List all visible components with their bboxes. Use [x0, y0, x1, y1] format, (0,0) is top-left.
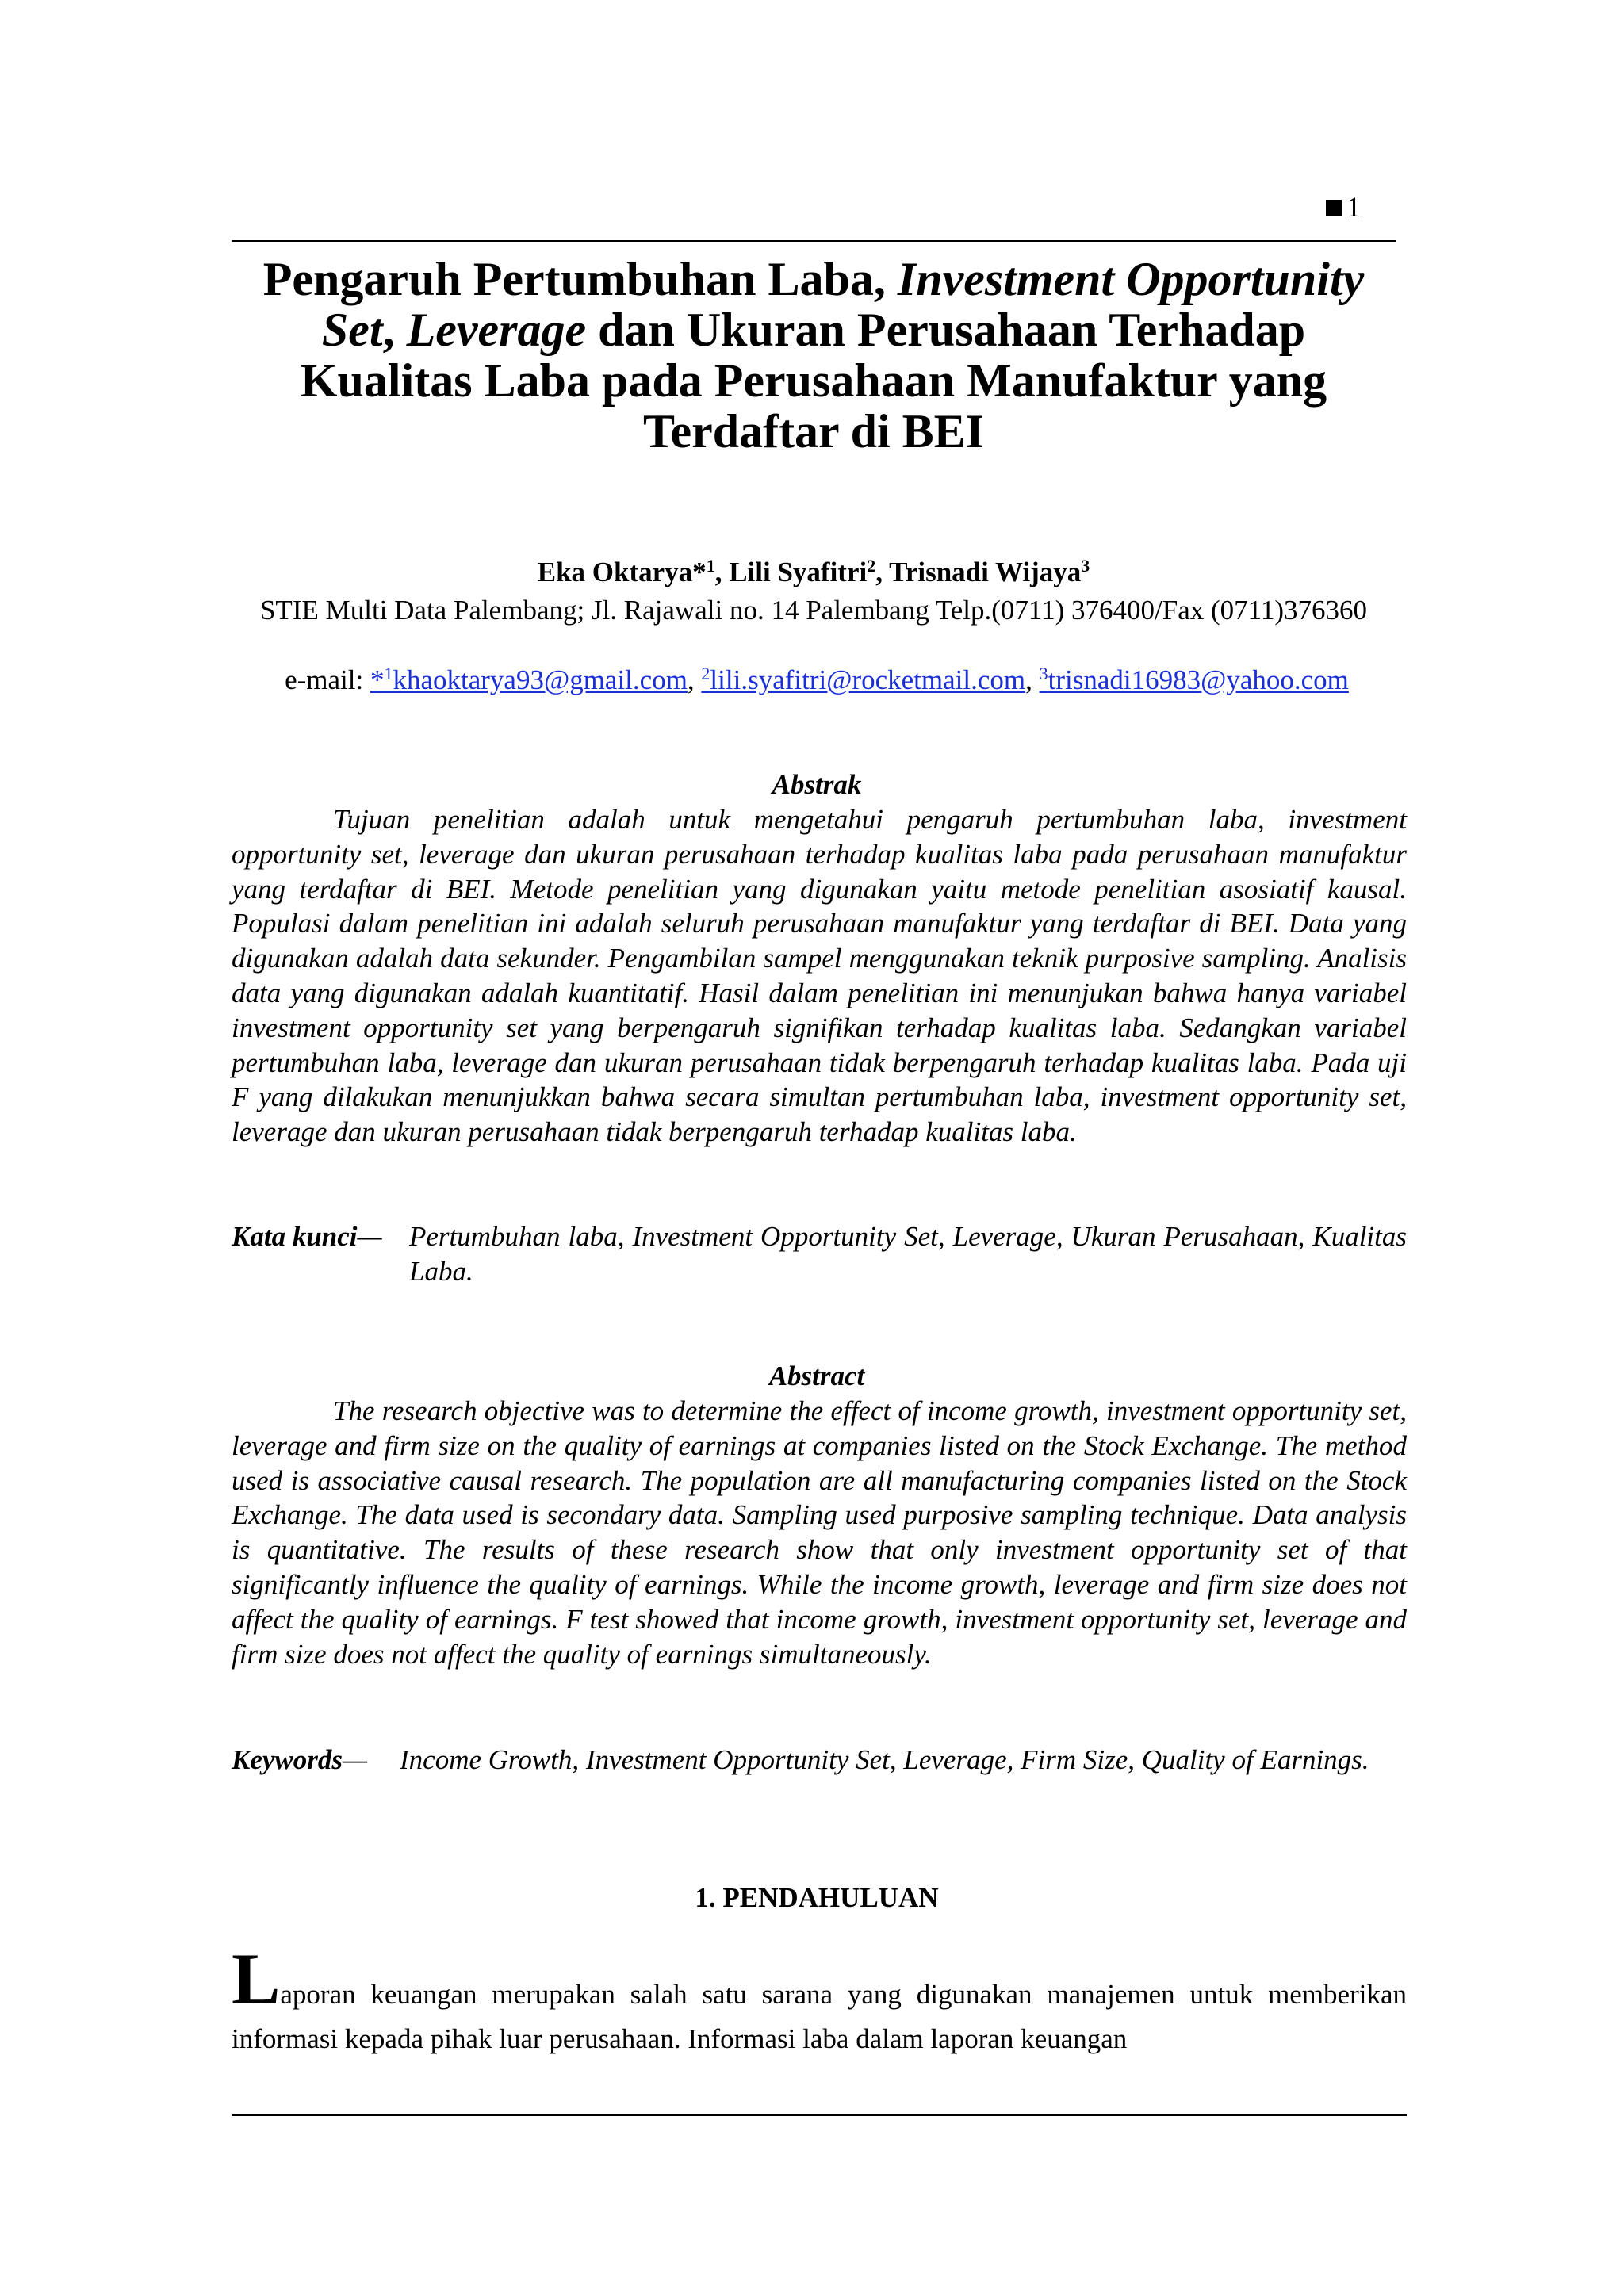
email-link-2[interactable]: $^2$lili.syafitri@rocketmail.com	[701, 664, 1026, 695]
section-heading: 1. PENDAHULUAN	[695, 1882, 939, 1913]
drop-cap: L	[232, 1938, 281, 2019]
page-number: 1	[1326, 189, 1361, 225]
email-link-1[interactable]: *$^1$khaoktarya93@gmail.com	[370, 664, 688, 695]
abstrak-text: Tujuan penelitian adalah untuk mengetahui pengaruh pertumbuhan laba, investment opportunity set, leverage dan ukuran perusahaan terhadap kualitas laba pada perusahaan manufaktur yang terdaftar di BEI. Metode penelitian yang digunakan yaitu metode penelitian asosiatif kausal. Populasi dalam penelitian ini adalah seluruh perusahaan manufaktur yang terdaftar di BEI. Data yang digunakan adalah data sekunder. Pengambilan sampel menggunakan teknik purposive sampling. Analisis data yang digunakan adalah kuantitatif. Hasil dalam penelitian ini menunjukan bahwa hanya variabel investment opportunity set yang berpengaruh signifikan terhadap kualitas laba. Sedangkan variabel pertumbuhan laba, leverage dan ukuran perusahaan tidak berpengaruh terhadap kualitas laba. Pada uji F yang dilakukan menunjukkan bahwa secara simultan pertumbuhan laba, investment opportunity set, leverage dan ukuran perusahaan tidak berpengaruh terhadap kualitas laba.	[232, 804, 1407, 1148]
keywords-text: Income Growth, Investment Opportunity Set, Leverage, Firm Size, Quality of Earnings.	[400, 1744, 1369, 1775]
author-name: Trisnadi Wijaya	[889, 557, 1082, 587]
keywords: Keywords— Income Growth, Investment Opportunity Set, Leverage, Firm Size, Quality of Earnings.	[232, 1743, 1407, 1777]
square-bullet-icon	[1326, 200, 1342, 216]
author-name: Eka Oktarya*	[537, 557, 707, 587]
abstract-text: The research objective was to determine the effect of income growth, investment opportunity set, leverage and firm size on the quality of earnings at companies listed on the Stock Exchange. The method used is associative causal research. The population are all manufacturing companies listed on the Stock Exchange. The data used is secondary data. Sampling used purposive sampling technique. Data analysis is quantitative. The results of these research show that only investment opportunity set of that significantly influence the quality of earnings. While the income growth, leverage and firm size does not affect the quality of earnings. F test showed that income growth, investment opportunity set, leverage and firm size does not affect the quality of earnings simultaneously.	[232, 1395, 1407, 1670]
footer-rule	[232, 2114, 1407, 2116]
author-name: Lili Syafitri	[729, 557, 868, 587]
email-link-3[interactable]: $^3$trisnadi16983@yahoo.com	[1039, 664, 1349, 695]
paper-title: Pengaruh Pertumbuhan Laba, Investment Opportunity Set, Leverage dan Ukuran Perusahaan Terhadap Kualitas Laba pada Perusahaan Manufaktur yang Terdaftar di BEI	[262, 253, 1365, 457]
kata-kunci-text: Pertumbuhan laba, Investment Opportunity Set, Leverage, Ukuran Perusahaan, Kualitas Laba.	[409, 1221, 1407, 1287]
header-rule	[232, 240, 1396, 242]
author-list: Eka Oktarya*$^1$, Lili Syafitri$^2$, Trisnadi Wijaya$^3$	[537, 556, 1090, 587]
abstract-heading: Abstract	[768, 1360, 865, 1391]
kata-kunci: Kata kunci— Pertumbuhan laba, Investment Opportunity Set, Leverage, Ukuran Perusahaan, Kualitas Laba.	[232, 1219, 1407, 1254]
email-line: e-mail: *$^1$khaoktarya93@gmail.com, $^2$lili.syafitri@rocketmail.com, $^3$trisnadi16983@yahoo.com	[285, 664, 1349, 695]
section-body-text: Laporan keuangan merupakan salah satu sarana yang digunakan manajemen untuk memberikan informasi kepada pihak luar perusahaan. Informasi laba dalam laporan keuangan	[232, 1938, 1407, 2054]
affiliation: STIE Multi Data Palembang; Jl. Rajawali no. 14 Palembang Telp.(0711) 376400/Fax (0711)376360	[259, 595, 1368, 626]
abstrak-heading: Abstrak	[772, 769, 862, 800]
